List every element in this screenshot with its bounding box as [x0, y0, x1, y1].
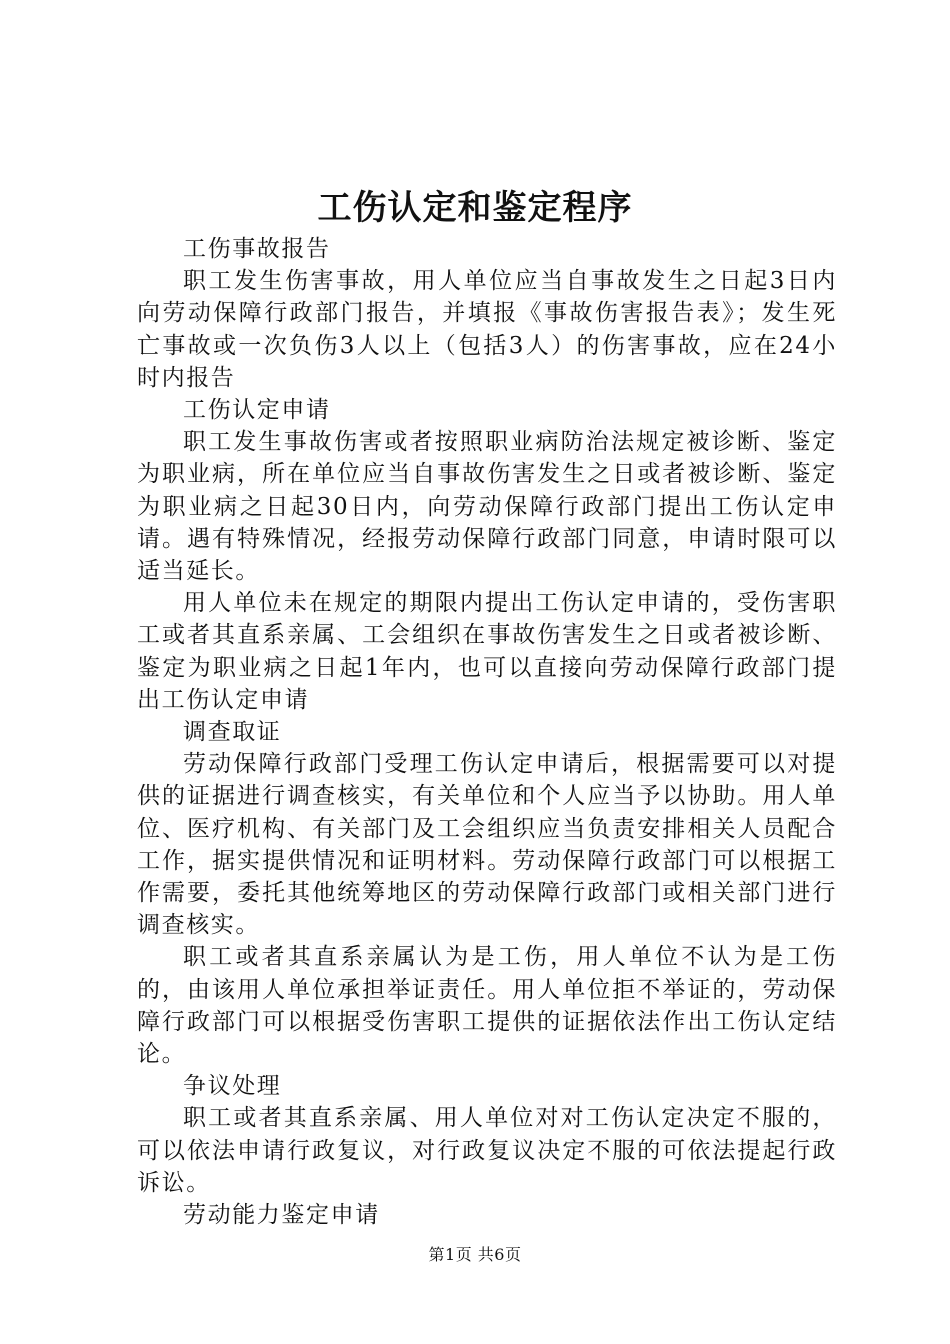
- paragraph-burden-of-proof: 职工或者其直系亲属认为是工伤，用人单位不认为是工伤的，由该用人单位承担举证责任。用人单位拒不举证的，劳动保障行政部门可以根据受伤害职工提供的证据依法作出工伤认定结论。: [137, 944, 837, 1068]
- section-heading-injury-application: 工伤认定申请: [183, 397, 331, 424]
- paragraph-dispute: 职工或者其直系亲属、用人单位对对工伤认定决定不服的，可以依法申请行政复议，对行政复议决定不服的可依法提起行政诉讼。: [137, 1105, 837, 1196]
- paragraph-injury-application-worker: 用人单位未在规定的期限内提出工伤认定申请的，受伤害职工或者其直系亲属、工会组织在事故伤害发生之日或者被诊断、鉴定为职业病之日起1年内，也可以直接向劳动保障行政部门提出工伤认定申请: [137, 590, 837, 713]
- page-footer: 第1页 共6页: [428, 1245, 522, 1264]
- paragraph-accident-report: 职工发生伤害事故，用人单位应当自事故发生之日起3日内向劳动保障行政部门报告，并填报《事故伤害报告表》；发生死亡事故或一次负伤3人以上（包括3人）的伤害事故，应在24小时内报告: [137, 268, 837, 391]
- document-title: 工伤认定和鉴定程序: [317, 188, 633, 228]
- section-heading-accident-report: 工伤事故报告: [183, 236, 331, 262]
- section-heading-investigation: 调查取证: [183, 719, 282, 746]
- section-heading-dispute: 争议处理: [183, 1073, 282, 1100]
- paragraph-investigation: 劳动保障行政部门受理工伤认定申请后，根据需要可以对提供的证据进行调查核实，有关单位和个人应当予以协助。用人单位、医疗机构、有关部门及工会组织应当负责安排相关人员配合工作，据实提供情况和证明材料。劳动保障行政部门可以根据工作需要，委托其他统筹地区的劳动保障行政部门或相关部门进行调查核实。: [137, 751, 837, 939]
- paragraph-injury-application-unit: 职工发生事故伤害或者按照职业病防治法规定被诊断、鉴定为职业病，所在单位应当自事故伤害发生之日或者被诊断、鉴定为职业病之日起30日内，向劳动保障行政部门提出工伤认定申请。遇有特殊情况，经报劳动保障行政部门同意，申请时限可以适当延长。: [137, 429, 837, 585]
- document-body: [137, 233, 837, 1231]
- section-heading-capacity-assessment: 劳动能力鉴定申请: [183, 1202, 380, 1229]
